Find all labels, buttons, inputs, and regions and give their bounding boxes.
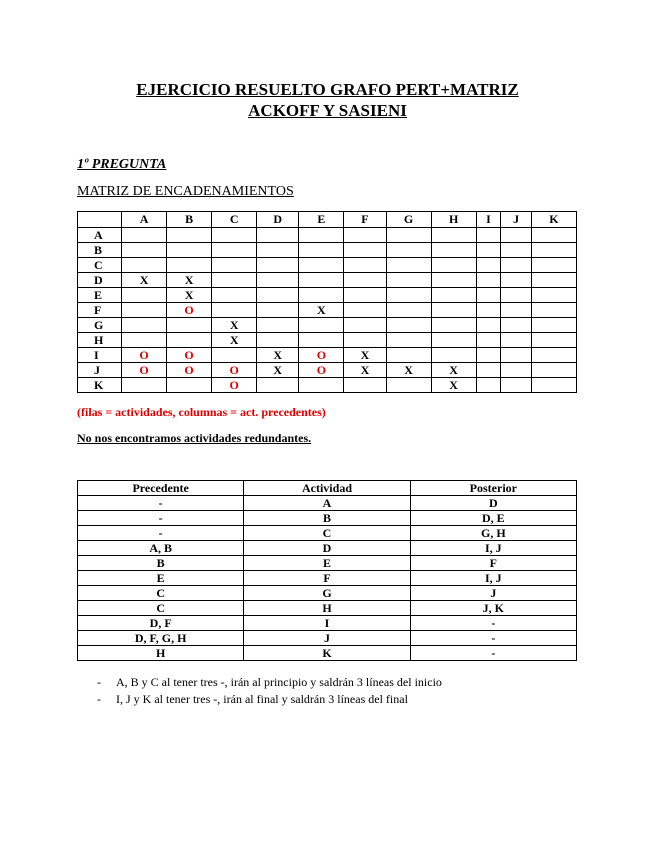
matrix-cell bbox=[122, 318, 167, 333]
matrix-column-header: D bbox=[257, 212, 299, 228]
matrix-column-header: G bbox=[386, 212, 431, 228]
relations-cell: E bbox=[78, 571, 244, 586]
matrix-cell bbox=[122, 228, 167, 243]
chain-matrix-table bbox=[77, 211, 577, 393]
matrix-row bbox=[78, 273, 577, 288]
matrix-row-label: E bbox=[78, 288, 122, 303]
relations-cell: - bbox=[410, 631, 576, 646]
matrix-row bbox=[78, 348, 577, 363]
matrix-cell bbox=[501, 348, 532, 363]
matrix-row bbox=[78, 243, 577, 258]
document-title bbox=[0, 79, 655, 121]
matrix-cell bbox=[167, 258, 212, 273]
relations-cell: - bbox=[410, 616, 576, 631]
relations-cell: B bbox=[78, 556, 244, 571]
matrix-cell bbox=[386, 303, 431, 318]
matrix-cell bbox=[431, 288, 476, 303]
relations-cell: I, J bbox=[410, 571, 576, 586]
matrix-cell bbox=[531, 378, 576, 393]
relations-row bbox=[78, 586, 577, 601]
matrix-row bbox=[78, 303, 577, 318]
bullet-item bbox=[97, 674, 442, 691]
matrix-cell bbox=[431, 333, 476, 348]
matrix-cell bbox=[122, 333, 167, 348]
matrix-cell bbox=[344, 258, 386, 273]
matrix-row bbox=[78, 378, 577, 393]
matrix-cell bbox=[431, 273, 476, 288]
bullet-dash: - bbox=[97, 675, 101, 689]
matrix-cell: X bbox=[344, 348, 386, 363]
relations-cell: D, E bbox=[410, 511, 576, 526]
matrix-cell bbox=[344, 228, 386, 243]
matrix-row-label: K bbox=[78, 378, 122, 393]
matrix-row-label: A bbox=[78, 228, 122, 243]
matrix-cell bbox=[501, 243, 532, 258]
relations-cell: I, J bbox=[410, 541, 576, 556]
relations-cell: J bbox=[244, 631, 410, 646]
matrix-cell bbox=[212, 348, 257, 363]
matrix-row-label: F bbox=[78, 303, 122, 318]
matrix-cell bbox=[212, 258, 257, 273]
relations-cell: H bbox=[244, 601, 410, 616]
question-heading: 1º PREGUNTA bbox=[77, 157, 167, 172]
relations-row bbox=[78, 646, 577, 661]
matrix-cell bbox=[386, 258, 431, 273]
matrix-cell: X bbox=[431, 378, 476, 393]
matrix-cell bbox=[531, 348, 576, 363]
matrix-cell bbox=[476, 288, 501, 303]
relations-cell: - bbox=[410, 646, 576, 661]
relations-cell: D bbox=[410, 496, 576, 511]
redundancy-note: No nos encontramos actividades redundantes. bbox=[77, 431, 312, 445]
matrix-cell bbox=[501, 288, 532, 303]
matrix-cell: X bbox=[386, 363, 431, 378]
matrix-cell bbox=[212, 243, 257, 258]
matrix-row-label: G bbox=[78, 318, 122, 333]
relations-cell: G, H bbox=[410, 526, 576, 541]
relations-row bbox=[78, 631, 577, 646]
matrix-cell bbox=[386, 288, 431, 303]
relations-cell: D bbox=[244, 541, 410, 556]
matrix-header-row bbox=[78, 212, 577, 228]
title-line-1: EJERCICIO RESUELTO GRAFO PERT+MATRIZ bbox=[136, 80, 519, 99]
matrix-cell: X bbox=[212, 318, 257, 333]
relations-cell: - bbox=[78, 526, 244, 541]
relations-cell: J, K bbox=[410, 601, 576, 616]
matrix-cell bbox=[386, 378, 431, 393]
matrix-cell bbox=[476, 333, 501, 348]
matrix-cell bbox=[257, 273, 299, 288]
matrix-cell bbox=[531, 273, 576, 288]
matrix-cell bbox=[531, 363, 576, 378]
bullet-text: I, J y K al tener tres -, irán al final y saldrán 3 líneas del final bbox=[116, 692, 408, 706]
matrix-legend-note: (filas = actividades, columnas = act. precedentes) bbox=[77, 405, 326, 419]
matrix-cell: O bbox=[212, 363, 257, 378]
matrix-cell bbox=[344, 318, 386, 333]
relations-row bbox=[78, 526, 577, 541]
matrix-column-header: J bbox=[501, 212, 532, 228]
matrix-cell bbox=[501, 303, 532, 318]
matrix-cell bbox=[257, 303, 299, 318]
matrix-cell bbox=[299, 288, 344, 303]
matrix-cell bbox=[122, 258, 167, 273]
matrix-cell: X bbox=[167, 288, 212, 303]
matrix-cell: X bbox=[299, 303, 344, 318]
matrix-cell bbox=[344, 378, 386, 393]
matrix-cell: X bbox=[167, 273, 212, 288]
bullet-dash: - bbox=[97, 692, 101, 706]
matrix-row-label: B bbox=[78, 243, 122, 258]
matrix-cell: O bbox=[299, 348, 344, 363]
relations-table bbox=[77, 480, 577, 661]
matrix-cell: O bbox=[167, 303, 212, 318]
matrix-cell: X bbox=[431, 363, 476, 378]
matrix-cell bbox=[299, 378, 344, 393]
matrix-cell: X bbox=[257, 363, 299, 378]
matrix-cell bbox=[386, 333, 431, 348]
matrix-cell bbox=[299, 228, 344, 243]
matrix-cell bbox=[167, 243, 212, 258]
matrix-cell bbox=[476, 348, 501, 363]
relations-row bbox=[78, 511, 577, 526]
matrix-cell bbox=[167, 318, 212, 333]
matrix-row bbox=[78, 318, 577, 333]
matrix-cell bbox=[122, 288, 167, 303]
matrix-body bbox=[78, 228, 577, 393]
matrix-cell bbox=[167, 228, 212, 243]
matrix-cell: O bbox=[122, 348, 167, 363]
matrix-cell: O bbox=[212, 378, 257, 393]
matrix-cell bbox=[122, 303, 167, 318]
matrix-cell bbox=[386, 348, 431, 363]
matrix-cell bbox=[476, 318, 501, 333]
matrix-cell: X bbox=[344, 363, 386, 378]
matrix-cell bbox=[212, 288, 257, 303]
matrix-column-header: B bbox=[167, 212, 212, 228]
matrix-row-label: H bbox=[78, 333, 122, 348]
matrix-cell bbox=[344, 273, 386, 288]
relations-cell: A, B bbox=[78, 541, 244, 556]
matrix-row bbox=[78, 228, 577, 243]
matrix-cell bbox=[531, 228, 576, 243]
matrix-row bbox=[78, 258, 577, 273]
matrix-cell: O bbox=[167, 363, 212, 378]
matrix-cell bbox=[531, 303, 576, 318]
matrix-column-header: C bbox=[212, 212, 257, 228]
matrix-cell bbox=[476, 378, 501, 393]
matrix-cell bbox=[122, 243, 167, 258]
matrix-cell bbox=[167, 333, 212, 348]
matrix-cell bbox=[299, 318, 344, 333]
relations-cell: D, F bbox=[78, 616, 244, 631]
matrix-row bbox=[78, 363, 577, 378]
matrix-title: MATRIZ DE ENCADENAMIENTOS bbox=[77, 184, 294, 199]
relations-column-header: Posterior bbox=[410, 481, 576, 496]
relations-cell: A bbox=[244, 496, 410, 511]
matrix-cell: O bbox=[299, 363, 344, 378]
matrix-cell bbox=[476, 243, 501, 258]
matrix-cell bbox=[386, 318, 431, 333]
matrix-cell bbox=[531, 333, 576, 348]
matrix-cell bbox=[476, 273, 501, 288]
matrix-column-header: F bbox=[344, 212, 386, 228]
relations-body bbox=[78, 496, 577, 661]
matrix-cell bbox=[257, 318, 299, 333]
matrix-cell bbox=[431, 348, 476, 363]
relations-cell: C bbox=[244, 526, 410, 541]
matrix-cell bbox=[212, 228, 257, 243]
relations-column-header: Actividad bbox=[244, 481, 410, 496]
relations-column-header: Precedente bbox=[78, 481, 244, 496]
matrix-cell: X bbox=[212, 333, 257, 348]
matrix-cell: X bbox=[257, 348, 299, 363]
relations-cell: F bbox=[244, 571, 410, 586]
matrix-column-header: A bbox=[122, 212, 167, 228]
matrix-cell bbox=[122, 378, 167, 393]
matrix-cell bbox=[431, 228, 476, 243]
bullet-item bbox=[97, 691, 442, 708]
matrix-cell bbox=[344, 243, 386, 258]
matrix-cell bbox=[299, 333, 344, 348]
matrix-cell bbox=[501, 378, 532, 393]
matrix-cell bbox=[476, 228, 501, 243]
matrix-row-label: C bbox=[78, 258, 122, 273]
matrix-cell bbox=[299, 273, 344, 288]
matrix-column-header: K bbox=[531, 212, 576, 228]
relations-cell: - bbox=[78, 496, 244, 511]
matrix-row bbox=[78, 288, 577, 303]
matrix-cell: X bbox=[122, 273, 167, 288]
matrix-row-label: J bbox=[78, 363, 122, 378]
matrix-cell bbox=[501, 258, 532, 273]
matrix-cell bbox=[501, 273, 532, 288]
matrix-cell bbox=[476, 363, 501, 378]
matrix-cell bbox=[212, 303, 257, 318]
matrix-cell bbox=[476, 303, 501, 318]
matrix-cell bbox=[386, 273, 431, 288]
relations-header-row bbox=[78, 481, 577, 496]
matrix-cell bbox=[212, 273, 257, 288]
relations-cell: E bbox=[244, 556, 410, 571]
matrix-cell bbox=[344, 303, 386, 318]
title-line-2: ACKOFF Y SASIENI bbox=[248, 101, 407, 120]
matrix-cell bbox=[531, 288, 576, 303]
relations-cell: I bbox=[244, 616, 410, 631]
bullet-text: A, B y C al tener tres -, irán al principio y saldrán 3 líneas del inicio bbox=[116, 675, 442, 689]
matrix-column-header: H bbox=[431, 212, 476, 228]
matrix-cell bbox=[344, 333, 386, 348]
relations-cell: K bbox=[244, 646, 410, 661]
relations-cell: D, F, G, H bbox=[78, 631, 244, 646]
relations-cell: G bbox=[244, 586, 410, 601]
matrix-cell bbox=[431, 303, 476, 318]
matrix-cell bbox=[167, 378, 212, 393]
matrix-cell bbox=[257, 243, 299, 258]
relations-cell: F bbox=[410, 556, 576, 571]
relations-cell: B bbox=[244, 511, 410, 526]
relations-cell: C bbox=[78, 601, 244, 616]
relations-row bbox=[78, 556, 577, 571]
matrix-cell bbox=[531, 258, 576, 273]
matrix-row-label: D bbox=[78, 273, 122, 288]
relations-cell: C bbox=[78, 586, 244, 601]
matrix-cell bbox=[431, 258, 476, 273]
relations-row bbox=[78, 496, 577, 511]
matrix-cell bbox=[431, 243, 476, 258]
matrix-cell bbox=[257, 228, 299, 243]
matrix-cell: O bbox=[167, 348, 212, 363]
matrix-cell bbox=[257, 288, 299, 303]
matrix-cell bbox=[501, 333, 532, 348]
matrix-cell: O bbox=[122, 363, 167, 378]
matrix-cell bbox=[257, 333, 299, 348]
matrix-cell bbox=[531, 318, 576, 333]
matrix-cell bbox=[299, 258, 344, 273]
matrix-cell bbox=[531, 243, 576, 258]
matrix-cell bbox=[257, 258, 299, 273]
relations-row bbox=[78, 616, 577, 631]
matrix-row-label: I bbox=[78, 348, 122, 363]
matrix-cell bbox=[501, 228, 532, 243]
matrix-cell bbox=[386, 243, 431, 258]
matrix-column-header: I bbox=[476, 212, 501, 228]
relations-cell: H bbox=[78, 646, 244, 661]
matrix-column-header: E bbox=[299, 212, 344, 228]
matrix-cell bbox=[386, 228, 431, 243]
matrix-cell bbox=[344, 288, 386, 303]
relations-cell: J bbox=[410, 586, 576, 601]
relations-row bbox=[78, 541, 577, 556]
matrix-cell bbox=[476, 258, 501, 273]
matrix-corner-cell bbox=[78, 212, 122, 228]
relations-row bbox=[78, 571, 577, 586]
matrix-cell bbox=[257, 378, 299, 393]
bullet-list bbox=[97, 674, 442, 708]
matrix-cell bbox=[501, 363, 532, 378]
matrix-cell bbox=[501, 318, 532, 333]
matrix-row bbox=[78, 333, 577, 348]
relations-row bbox=[78, 601, 577, 616]
relations-cell: - bbox=[78, 511, 244, 526]
matrix-cell bbox=[299, 243, 344, 258]
matrix-cell bbox=[431, 318, 476, 333]
